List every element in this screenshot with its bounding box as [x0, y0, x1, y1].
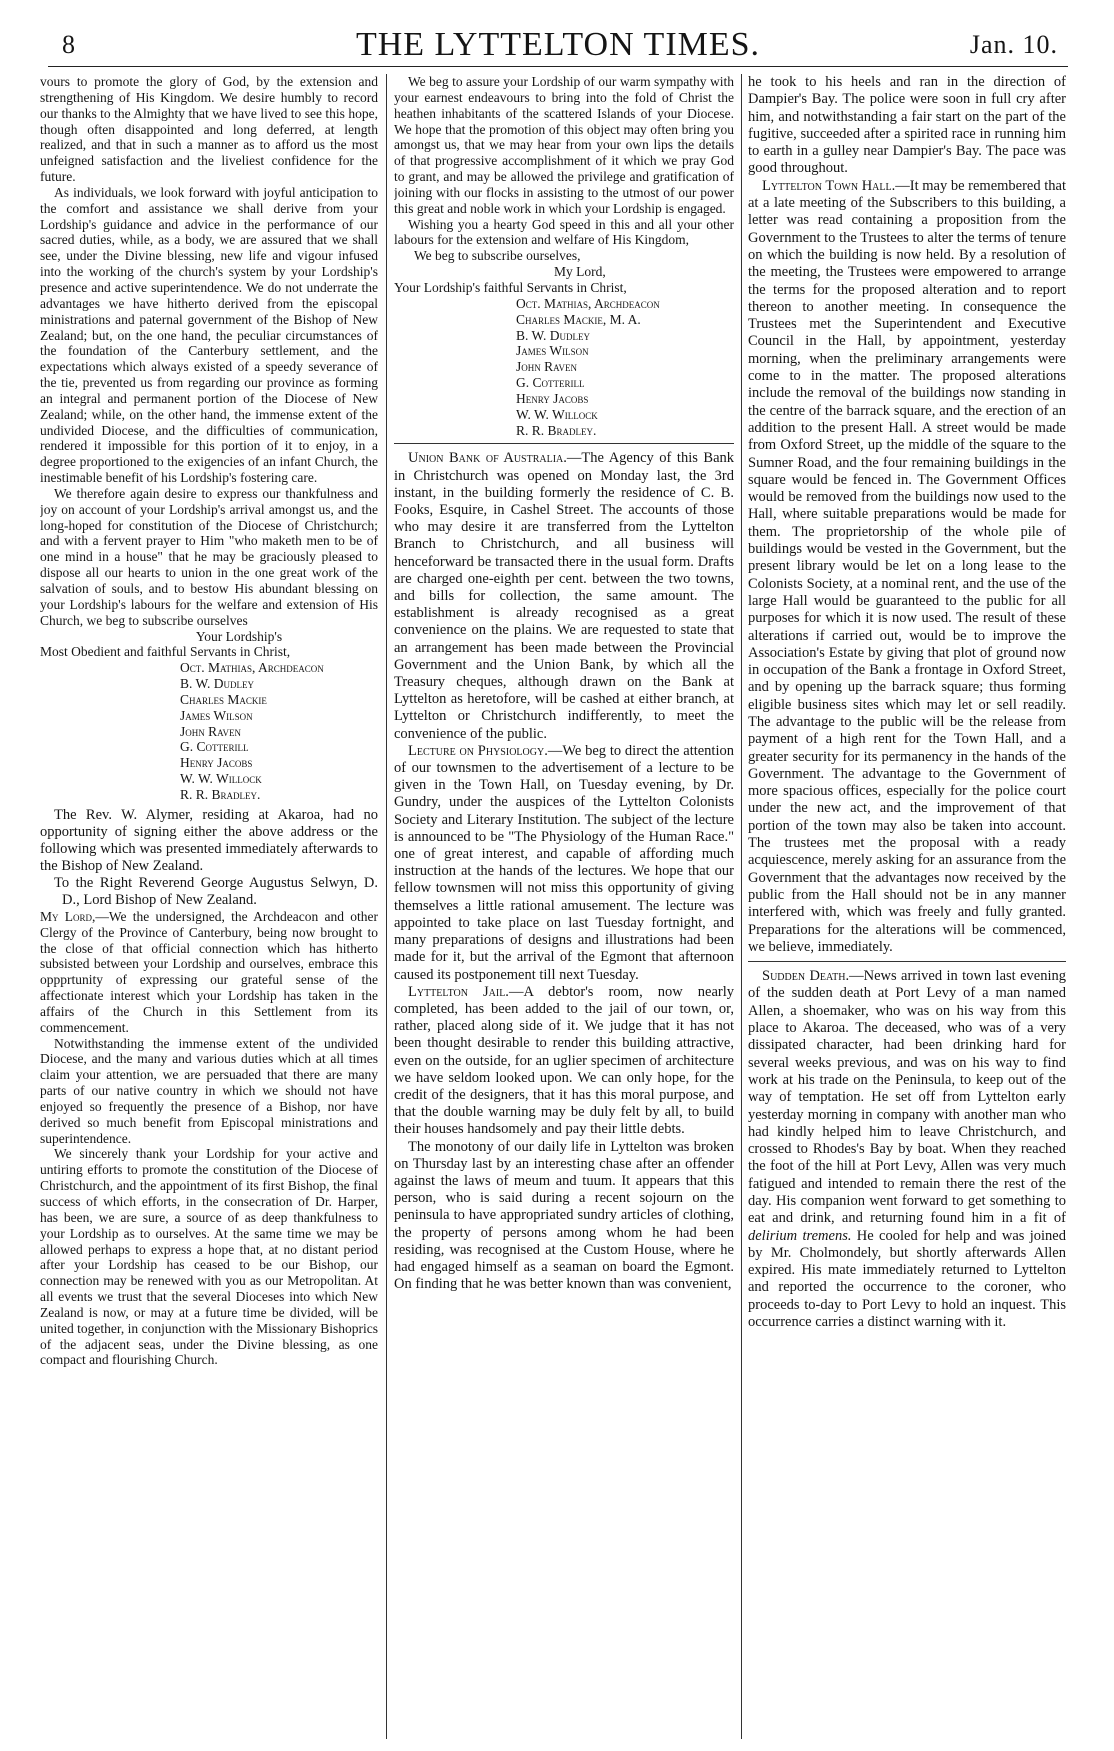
- signatory: B. W. Dudley: [516, 327, 591, 343]
- issue-date: Jan. 10.: [969, 30, 1058, 59]
- italic-phrase: delirium tremens.: [748, 1227, 852, 1244]
- signatory: James Wilson: [180, 707, 253, 723]
- article-body: [394, 450, 734, 742]
- signature-lead: Most Obedient and faithful Servants in Christ,: [40, 644, 291, 660]
- signatory: Charles Mackie: [180, 691, 267, 707]
- signatory: Henry Jacobs: [516, 390, 589, 406]
- column-rule: [741, 74, 742, 1739]
- column-2: [394, 74, 734, 1742]
- newspaper-title: THE LYTTELTON TIMES.: [355, 26, 761, 63]
- article-body: [394, 984, 734, 1139]
- signatory: W. W. Willock: [516, 406, 598, 422]
- article-heading: Lyttelton Jail.: [408, 983, 509, 1000]
- article-body: [748, 178, 1066, 956]
- signatory: John Raven: [180, 723, 241, 739]
- column-3: [748, 74, 1066, 1742]
- signatory: G. Cotterill: [180, 739, 249, 755]
- article-text: —News arrived in town last evening of the sudden death at Port Levy of a man named Allen, a shoemaker, who was on his way from this place to Akaroa. The deceased, who was of a very dissipated character, had been drinking hard for several weeks previous, and was on his way to find work at his trade on the Peninsula, to keep out of the way of temptation. He set off from Lyttelton early yesterday morning in company with another man who had kindly helped him to leave Christchurch, and crossed to Rhodes's Bay by boat. When they reached the foot of the hill at Port Levy, Allen was very much fatigued and intended to remain there the rest of the day. His companion went forward to get something to eat and drink, and returning found him in a fit of: [748, 968, 1066, 1227]
- section-divider: [394, 443, 734, 444]
- signatory: Oct. Mathias, Archdeacon: [180, 660, 324, 676]
- address-line: To the Right Reverend George Augustus Selwyn, D. D., Lord Bishop of New Zealand.: [54, 874, 378, 908]
- signatory: B. W. Dudley: [180, 676, 255, 692]
- article-heading: Union Bank of Australia.: [408, 450, 567, 467]
- page-number: 8: [62, 30, 75, 59]
- paragraph: The Rev. W. Alymer, residing at Akaroa, had no opportunity of signing either the above address or the following which was presented immediately afterwards to the Bishop of New Zealand.: [40, 806, 378, 874]
- salutation: My Lord,: [40, 908, 96, 924]
- article-text: —The Agency of this Bank in Christchurch was opened on Monday last, the 3rd instant, in the building formerly the residence of C. B. Fooks, Esquire, in Cashel Street. The accounts of those who may desire it are transferred from the Lyttelton Branch to Christchurch, and all business will henceforward be transacted there in the usual form. Drafts are charged one-eighth per cent. between the two towns, and bills for collection, the same amount. The establishment is already recognised as a great convenience on the plains. We are requested to state that an arrangement has been made between the Provincial Government and the Union Bank, by which all the Treasury cheques, although drawn on the Bank at Lyttelton as heretofore, will be cashed at either branch, at Lyttelton or Christchurch indifferently, to meet the convenience of the public.: [394, 450, 734, 742]
- paragraph: Wishing you a hearty God speed in this and all your other labours for the extension and welfare of His Kingdom,: [394, 216, 734, 248]
- article-heading: Lyttelton Town Hall.: [762, 177, 896, 194]
- signatory: G. Cotterill: [516, 375, 585, 391]
- signatory: James Wilson: [516, 343, 589, 359]
- paragraph-text: —We the undersigned, the Archdeacon and other Clergy of the Province of Canterbury, being now brought to the close of that official connection which has hitherto subsisted between your Lordship and ourselves, embrace this oppprtunity of expressing our grateful sense of the affectionate interest which your Lordship has taken in the affairs of the Church in this Settlement from its commencement.: [40, 908, 378, 1035]
- section-divider: [748, 961, 1066, 962]
- paragraph: Notwithstanding the immense extent of the undivided Diocese, and the many and various duties which at all times claim your attention, we are persuaded that there are many parts of our native country in which we should not have enjoyed so frequently the presence of a Bishop, nor have derived so much benefit from Episcopal ministrations and superintendence.: [40, 1035, 378, 1146]
- signatory: John Raven: [516, 359, 577, 375]
- paragraph: [40, 909, 378, 1036]
- signatory: Charles Mackie, M. A.: [516, 311, 641, 327]
- paragraph: The monotony of our daily life in Lyttelton was broken on Thursday last by an interesting chase after an offender against the laws of meum and tuum. It appears that this person, who is said during a recent sojourn on the peninsula to have appropriated sundry articles of clothing, the property of persons among whom he had been residing, was recognised at the Custom House, where he had engaged himself as a seaman on board the Egmont. On finding that he was better known than was convenient,: [394, 1138, 734, 1293]
- paragraph: he took to his heels and ran in the direction of Dampier's Bay. The police were soon in full cry after him, and notwithstanding a fair start on the part of the fugitive, succeeded after a spirited race in running him to earth in a gulley near Dampier's Bay. The pace was good throughout.: [748, 74, 1066, 177]
- paragraph: We therefore again desire to express our thankfulness and joy on account of your Lordship's arrival amongst us, and the long-hoped for constitution of the Diocese of Christchurch; and with a fervent prayer to Him "who maketh men to be of one mind in a house" that he may be graciously pleased to dispose all our hearts to union in the one great work of the salvation of souls, and to bestow His abundant blessing on your Lordship's labours for the welfare and extension of His Church, we beg to subscribe ourselves: [40, 485, 378, 628]
- signatory: Oct. Mathias, Archdeacon: [516, 295, 660, 311]
- signature-lead: We beg to subscribe ourselves,: [414, 248, 581, 264]
- article-text: —We beg to direct the attention of our townsmen to the advertisement of a lecture to be given in the Town Hall, on Tuesday evening, by Dr. Gundry, under the auspices of the Lyttelton Colonists Society and Literary Institution. The subject of the lecture is announced to be "The Physiology of the Human Race." one of great interest, and capable of affording much instruction at the hands of the lectures. We hope that our fellow townsmen will not miss this opportunity of giving themselves a little rational amusement. The lecture was appointed to take place on last Tuesday fortnight, and many preparations of designs and illustrations had been made for it, but the arrival of the Egmont that afternoon caused its postponement till next Tuesday.: [394, 742, 734, 983]
- masthead: [48, 20, 1068, 67]
- signatory-list: [40, 660, 378, 803]
- article-text: —A debtor's room, now nearly completed, has been added to the jail of our town, or, rather, placed along side of it. We judge that it has not been thought desirable to render this building attractive, even on the outside, for an uglier specimen of architecture we have seldom looked upon. We can only hope, for the credit of the designers, that it has this moral purpose, and that the double warning may be duly felt by all, to build their houses handsomely and pay their little debts.: [394, 983, 734, 1138]
- article-heading: Lecture on Physiology.: [408, 742, 548, 759]
- signatory-list: [394, 296, 734, 439]
- paragraph: We sincerely thank your Lordship for your active and untiring efforts to promote the constitution of the Diocese of Christchurch, and the appointment of its first Bishop, the final success of which efforts, in the consecration of Dr. Harper, has been, we are sure, a source of as deep thankfulness to your Lordship as to ourselves. At the same time we may be allowed perhaps to express a hope that, at no distant period after your Lordship has ceased to be our Bishop, our connection may be renewed with you as our Metropolitan. At all events we trust that the several Dioceses into which New Zealand is now, or may at a future time be divided, will be united together, in conjunction with the Missionary Bishoprics of the adjacent seas, under the Divine blessing, as one compact and flourishing Church.: [40, 1146, 378, 1368]
- column-rule: [386, 74, 387, 1739]
- paragraph: We beg to assure your Lordship of our warm sympathy with your earnest endeavours to bring into the fold of Christ the heathen inhabitants of the scattered Islands of your Diocese. We hope that the promotion of this object may often bring you amongst us, that we may hear from your own lips the details of that progressive accomplishment of it which we pray God to grant, and may be allowed the privilege and gratification of joining with our flocks in assisting to the utmost of our power this great and noble work in which your Lordship is engaged.: [394, 74, 734, 216]
- column-1: [40, 74, 378, 1742]
- paragraph: vours to promote the glory of God, by the extension and strengthening of His Kingdom. We desire humbly to record our thanks to the Almighty that we have lived to see this hope, though often disappointed and long deferred, at length realized, and that in such a manner as to afford us the most unfeigned satisfaction and the liveliest confidence for the future.: [40, 74, 378, 185]
- signatory: W. W. Willock: [180, 771, 262, 787]
- signatory: Henry Jacobs: [180, 755, 253, 771]
- article-heading: Sudden Death.: [762, 968, 850, 985]
- article-body: [394, 743, 734, 984]
- paragraph: As individuals, we look forward with joyful anticipation to the comfort and assistance we shall derive from your Lordship's guidance and advice in the performance of our sacred duties, while, as a body, we are assured that we shall see, under the Divine blessing, new life and vigour infused into the working of the church's system by your Lordship's presence and active superintendence. We do not underrate the advantages we have hitherto derived from the episcopal ministrations and paternal government of the Bishop of New Zealand; but, on the one hand, the peculiar circumstances of the foundation of the Canterbury settlement, and the expectations which always existed of a speedy severance of the tie, prevented us from regarding our province as forming an integral and permanent portion of the Diocese of New Zealand; while, on the other hand, the immense extent of the undivided Diocese, and the difficulties of communication, rendered it impossible for this portion of it to enjoy, in a degree proportioned to the exigencies of an infant Church, the inestimable benefit of his Lordship's fostering care.: [40, 184, 378, 486]
- article-body: [748, 968, 1066, 1331]
- signatory: R. R. Bradley.: [516, 422, 597, 438]
- article-text: —It may be remembered that at a late meeting of the Subscribers to this building, a letter was read containing a proposition from the Government to the Trustees to alter the terms of tenure on which the building is now held. By a resolution of the meeting, the Trustees were empowered to arrange the terms for the proposed alteration and to report thereon to another meeting. In consequence the Trustees met the Superintendent and Executive Council in the Hall, by appointment, yesterday morning, when the preliminary arrangements were come to in the matter. The proposed alterations include the removal of the buildings now standing in the centre of the barrack square, and the erection of an addition to the present Hall. A street would be made from Oxford Street, up the middle of the square to the Sumner Road, and the four remaining buildings in the square would be fenced in. The Government Offices would be removed from the buildings now used to the Hall, where suitable preparations would be made for them. The proprietorship of the whole pile of buildings would be vested in the Government, but the present library would be let on a long lease to the Colonists Society, at a nominal rent, and the use of the large Hall would be guaranteed to the public for all purposes for which it is now used. The result of these alterations if carried out, would be to improve the Association's Estate by giving that plot of ground now in occupation of the Bank a frontage in Oxford Street, and by opening up the barrack square; thus forming eligible business sites which may let or sell readily. The advantage to the public will be the release from payment of a high rent for the Town Hall, and a greater security for its permanency in the hands of the Government. The advantage to the Government of more spacious offices, especially for the police court under the new act, and the improvement of that portion of the town may also be taken into account. The trustees met the proposal with a ready acquiescence, merely asking for an assurance from the Government that the advantages now received by the public from the Hall should not be in any manner interfered with, which was freely and fully granted. Preparations for the alterations will be commenced, we believe, immediately.: [748, 177, 1066, 955]
- signature-lead: My Lord,: [554, 264, 606, 280]
- article-text: He cooled for help and was joined by Mr. Cholmondely, but shortly afterwards Allen expired. His mate immediately returned to Lyttelton and reported the occurrence to the coroner, who proceeds to-day to Port Levy to hold an inquest. This occurrence carries a distinct warning with it.: [748, 1227, 1066, 1331]
- signature-lead: Your Lordship's: [195, 628, 283, 644]
- signature-lead: Your Lordship's faithful Servants in Christ,: [394, 279, 627, 295]
- signatory: R. R. Bradley.: [180, 786, 261, 802]
- article-union-bank: [394, 450, 734, 1293]
